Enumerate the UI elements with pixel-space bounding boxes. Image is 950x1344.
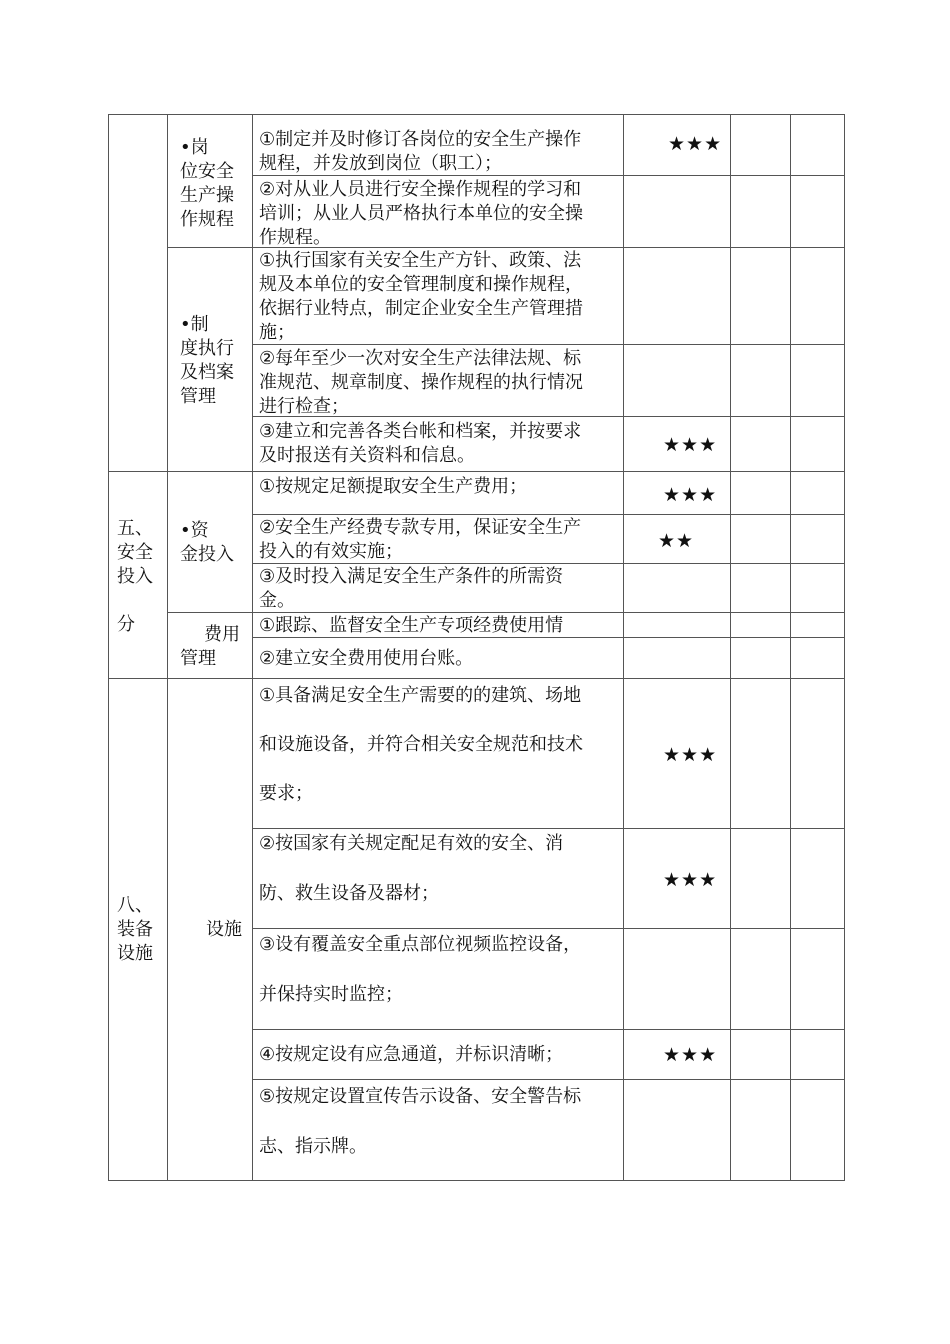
row-divider [252,1029,845,1030]
importance-stars: ★★★ [668,133,723,155]
importance-stars: ★★★ [663,869,718,891]
requirement-text: ①具备满足安全生产需要的的建筑、场地 和设施设备，并符合相关安全规范和技术 要求； [259,685,583,804]
requirement-text: ⑤按规定设置宣传告示设备、安全警告标 志、指示牌。 [259,1086,582,1157]
table-border-left [108,114,109,1181]
table-border-bottom [108,1180,845,1181]
subcategory-label: 费用 管理 [180,624,240,669]
category-label: 八、 装备 设施 [117,895,153,964]
table-border-top [108,114,845,115]
requirement-text: ①跟踪、监督安全生产专项经费使用情 [259,615,564,636]
subcategory-label: 设施 [206,919,242,940]
column-divider [167,114,168,1181]
table-border-right [844,114,845,1181]
importance-stars: ★★★ [663,484,718,506]
requirement-text: ①按规定足额提取安全生产费用； [259,476,528,497]
requirement-text: ④按规定设有应急通道，并标识清晰； [259,1044,564,1065]
row-divider [252,928,845,929]
requirement-text: ②建立安全费用使用台账。 [259,648,474,669]
row-divider [252,514,845,515]
requirement-text: ②对从业人员进行安全操作规程的学习和 培训；从业人员严格执行本单位的安全操 作规程。 [259,179,583,248]
requirement-text: ③建立和完善各类台帐和档案，并按要求 及时报送有关资料和信息。 [259,421,582,466]
requirement-text: ③及时投入满足安全生产条件的所需资 金。 [259,566,564,611]
importance-stars: ★★★ [663,744,718,766]
importance-stars: ★★★ [663,434,718,456]
requirement-text: ②每年至少一次对安全生产法律法规、标 准规范、规章制度、操作规程的执行情况 进行检查； [259,348,583,417]
importance-stars: ★★★ [663,1044,718,1066]
requirement-text: ①制定并及时修订各岗位的安全生产操作 规程，并发放到岗位（职工）； [259,129,582,174]
requirement-text: ②安全生产经费专款专用，保证安全生产 投入的有效实施； [259,517,582,562]
row-divider [108,678,845,679]
row-divider [108,471,845,472]
column-divider [623,114,624,1181]
category-label: 五、 安全 投入 分 [117,518,153,635]
column-divider [730,114,731,1181]
requirement-text: ③设有覆盖安全重点部位视频监控设备， 并保持实时监控； [259,934,582,1005]
importance-stars: ★★ [658,530,695,552]
column-divider [790,114,791,1181]
subcategory-label: •资 金投入 [180,520,234,565]
row-divider [252,1079,845,1080]
row-divider [252,828,845,829]
subcategory-label: •岗 位安全 生产操 作规程 [180,137,234,230]
requirement-text: ①执行国家有关安全生产方针、政策、法 规及本单位的安全管理制度和操作规程， 依据行业特点，制定企业安全生产管理措 施； [259,250,583,343]
column-divider [252,114,253,1181]
subcategory-label: •制 度执行 及档案 管理 [180,314,234,407]
requirement-text: ②按国家有关规定配足有效的安全、消 防、救生设备及器材； [259,833,564,904]
